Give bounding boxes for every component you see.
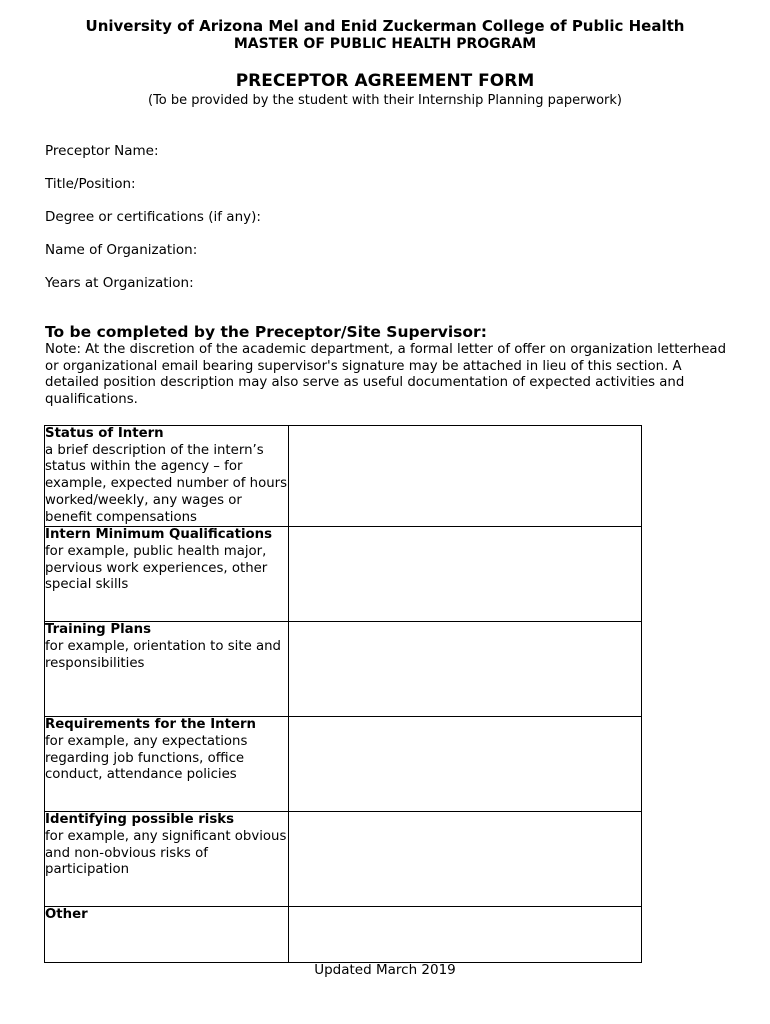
field-label: Preceptor Name: bbox=[45, 143, 159, 159]
row-label-cell bbox=[45, 717, 289, 812]
row-response-cell[interactable] bbox=[289, 812, 642, 907]
row-response-cell[interactable] bbox=[289, 717, 642, 812]
row-label-cell bbox=[45, 907, 289, 963]
row-response-cell[interactable] bbox=[289, 527, 642, 622]
row-response-cell[interactable] bbox=[289, 622, 642, 717]
degree-certifications-field[interactable] bbox=[45, 209, 261, 225]
table-row bbox=[45, 812, 642, 907]
field-label: Years at Organization: bbox=[45, 275, 194, 291]
title-position-field[interactable] bbox=[45, 176, 136, 192]
row-description: for example, any expectations regarding job functions, office conduct, attendance policies bbox=[45, 733, 248, 783]
row-description: for example, public health major, pervious work experiences, other special skills bbox=[45, 543, 268, 593]
table-row bbox=[45, 907, 642, 963]
row-title: Intern Minimum Qualifications bbox=[45, 527, 273, 543]
row-title: Requirements for the Intern bbox=[45, 717, 257, 733]
row-label-cell bbox=[45, 527, 289, 622]
supervisor-table bbox=[44, 425, 642, 963]
years-at-organization-field[interactable] bbox=[45, 275, 194, 291]
field-label: Title/Position: bbox=[45, 176, 136, 192]
form-subtitle: (To be provided by the student with their Internship Planning paperwork) bbox=[148, 93, 622, 108]
row-label-cell bbox=[45, 812, 289, 907]
supervisor-section-note: Note: At the discretion of the academic department, a formal letter of offer on organization letterhead or organizational email bearing supervisor's signature may be attached in lieu of this section. A detailed position description may also serve as useful documentation of expected activities and qualifications. bbox=[45, 342, 727, 407]
row-response-cell[interactable] bbox=[289, 907, 642, 963]
program-name: MASTER OF PUBLIC HEALTH PROGRAM bbox=[233, 36, 537, 52]
row-title: Other bbox=[45, 907, 88, 923]
row-title: Training Plans bbox=[45, 622, 151, 638]
supervisor-section-heading: To be completed by the Preceptor/Site Supervisor: bbox=[45, 323, 487, 341]
table-row bbox=[45, 717, 642, 812]
organization-name-field[interactable] bbox=[45, 242, 197, 258]
row-description: a brief description of the intern’s status within the agency – for example, expected number of hours worked/weekly, any wages or benefit compensations bbox=[45, 442, 288, 525]
form-title: PRECEPTOR AGREEMENT FORM bbox=[235, 71, 535, 91]
row-response-cell[interactable] bbox=[289, 426, 642, 527]
row-description: for example, any significant obvious and non-obvious risks of participation bbox=[45, 828, 287, 878]
field-label: Degree or certifications (if any): bbox=[45, 209, 261, 225]
table-row bbox=[45, 527, 642, 622]
field-label: Name of Organization: bbox=[45, 242, 198, 258]
row-label-cell bbox=[45, 426, 289, 527]
updated-date: Updated March 2019 bbox=[314, 962, 456, 978]
table-row bbox=[45, 622, 642, 717]
table-row bbox=[45, 426, 642, 527]
row-label-cell bbox=[45, 622, 289, 717]
row-description: for example, orientation to site and responsibilities bbox=[45, 638, 281, 671]
university-name: University of Arizona Mel and Enid Zuckerman College of Public Health bbox=[85, 17, 685, 35]
row-title: Identifying possible risks bbox=[45, 812, 235, 828]
row-title: Status of Intern bbox=[45, 426, 164, 441]
preceptor-name-field[interactable] bbox=[45, 143, 159, 159]
